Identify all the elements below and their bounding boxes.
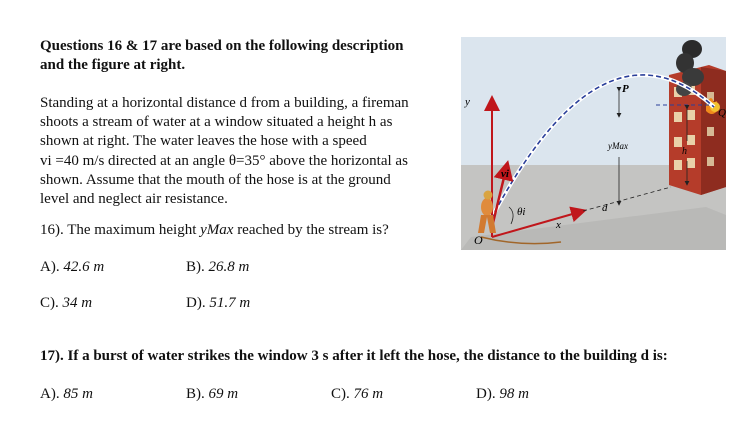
q16-option-b[interactable] <box>186 259 249 276</box>
option-label: B). <box>186 386 209 402</box>
q17-option-c[interactable] <box>331 386 383 403</box>
q16-option-d[interactable] <box>186 295 250 312</box>
origin-label: O <box>474 233 483 247</box>
ymax-label: yMax <box>608 141 628 151</box>
window-label: Q <box>718 107 726 119</box>
description-line-6: level and neglect air resistance. <box>40 191 228 208</box>
d-label: d <box>602 202 608 214</box>
q16-prefix: 16). The maximum height <box>40 222 201 238</box>
option-label: C). <box>331 386 354 402</box>
option-value: 34 m <box>62 295 93 311</box>
option-label: C). <box>40 295 63 311</box>
x-axis-label: x <box>556 219 561 231</box>
q16-suffix: reached by the stream is? <box>233 222 389 238</box>
peak-label: P <box>622 83 629 95</box>
option-value: 98 m <box>499 386 529 402</box>
q17-option-b[interactable] <box>186 386 238 403</box>
q17-option-d[interactable] <box>476 386 529 403</box>
projectile-figure <box>461 37 726 250</box>
option-label: A). <box>40 259 64 275</box>
option-label: D). <box>476 386 500 402</box>
option-label: B). <box>186 259 209 275</box>
h-label: h <box>682 146 687 157</box>
option-value: 42.6 m <box>63 259 105 275</box>
question-16 <box>40 222 389 239</box>
option-label: D). <box>186 295 210 311</box>
header-line-1: Questions 16 & 17 are based on the following description <box>40 38 404 54</box>
description-line-5: shown. Assume that the mouth of the hose is at the ground <box>40 171 391 188</box>
vi-label: vi <box>501 168 509 180</box>
description-line-1: Standing at a horizontal distance d from a building, a fireman <box>40 95 409 111</box>
option-label: A). <box>40 386 64 402</box>
q16-option-c[interactable] <box>40 295 92 312</box>
q17-option-a[interactable] <box>40 386 93 403</box>
questions-header <box>40 37 450 75</box>
header-line-2: and the figure at right. <box>40 57 186 73</box>
option-value: 26.8 m <box>208 259 250 275</box>
question-17: 17). If a burst of water strikes the window 3 s after it left the hose, the distance to the building d is: <box>40 348 668 364</box>
description-line-2: shoots a stream of water at a window situated a height h as <box>40 114 393 131</box>
option-value: 51.7 m <box>209 295 251 311</box>
theta-label: θi <box>517 206 526 218</box>
option-value: 76 m <box>353 386 384 402</box>
problem-description <box>40 94 450 209</box>
q16-variable: yMax <box>200 222 234 238</box>
option-value: 69 m <box>208 386 239 402</box>
option-value: 85 m <box>63 386 93 402</box>
q16-option-a[interactable] <box>40 259 104 276</box>
description-line-3: shown at right. The water leaves the hose with a speed <box>40 133 367 150</box>
description-line-4: vi =40 m/s directed at an angle θ=35° above the horizontal as <box>40 152 408 169</box>
y-axis-label: y <box>465 96 470 108</box>
